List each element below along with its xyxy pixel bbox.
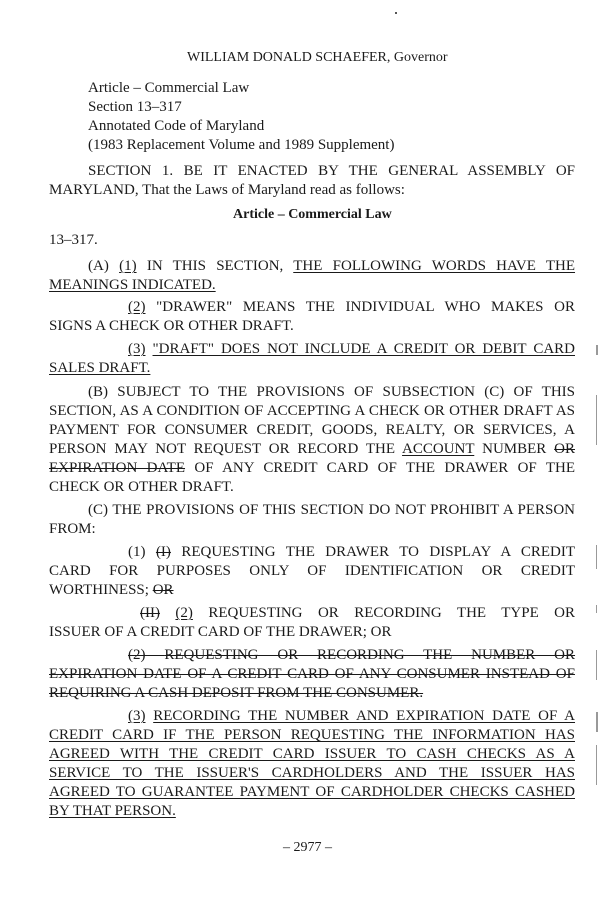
subsection-b-line-1: (B) SUBJECT TO THE PROVISIONS OF SUBSECTION (C) OF THIS — [88, 384, 575, 400]
subsection-a-item-2-line-1 — [128, 299, 575, 316]
margin-mark — [596, 745, 597, 785]
text: PERSON MAY NOT REQUEST OR RECORD THE — [49, 441, 396, 457]
reference-code: Annotated Code of Maryland — [88, 118, 265, 134]
item-number-new: (2) — [175, 605, 193, 621]
enacting-clause-line-1: SECTION 1. BE IT ENACTED BY THE GENERAL ASSEMBLY OF — [88, 163, 575, 179]
inserted-text: ACCOUNT — [402, 441, 475, 457]
item-text: WORTHINESS; — [49, 582, 149, 598]
reference-section: Section 13–317 — [88, 99, 182, 115]
subsection-c-item-3-line-5: AGREED TO GUARANTEE PAYMENT OF CARDHOLDER CHECKS CASHED — [49, 784, 575, 800]
subsection-b-line-2: SECTION, AS A CONDITION OF ACCEPTING A CHECK OR OTHER DRAFT AS — [49, 403, 575, 419]
governor-header: WILLIAM DONALD SCHAEFER, Governor — [187, 50, 448, 65]
subsection-a-item-3-line-1 — [128, 341, 575, 358]
margin-mark — [596, 395, 597, 445]
subsection-a-line-1 — [88, 258, 575, 275]
subsection-a-item-2-line-2: SIGNS A CHECK OR OTHER DRAFT. — [49, 318, 294, 334]
subsection-c-item-3-line-2: CREDIT CARD IF THE PERSON REQUESTING THE INFORMATION HAS — [49, 727, 575, 743]
item-number-new: (1) — [119, 258, 137, 274]
deleted-text: EXPIRATION DATE — [49, 460, 186, 476]
item-number-new: (2) — [128, 299, 146, 315]
item-text: REQUESTING OR RECORDING THE TYPE OR — [208, 605, 575, 621]
deleted-text: OR — [554, 441, 575, 457]
deleted-item-line-2: EXPIRATION DATE OF A CREDIT CARD OF ANY CONSUMER INSTEAD OF — [49, 666, 575, 682]
subsection-c-line-2: FROM: — [49, 521, 96, 537]
article-heading: Article – Commercial Law — [233, 207, 392, 222]
subsection-c-item-1-line-2: CARD FOR PURPOSES ONLY OF IDENTIFICATION OR CREDIT — [49, 563, 575, 579]
item-text: REQUESTING THE DRAWER TO DISPLAY A CREDIT — [181, 544, 576, 560]
subsection-c-item-3-line-1 — [128, 708, 575, 725]
subsection-c-item-1-line-3 — [49, 582, 174, 599]
subsection-b-line-3: PAYMENT FOR CONSUMER CREDIT, GOODS, REALTY, OR SERVICES, A — [49, 422, 575, 438]
inserted-text: "DRAFT" DOES NOT INCLUDE A CREDIT OR DEBIT CARD — [152, 341, 575, 357]
inserted-text: RECORDING THE NUMBER AND EXPIRATION DATE OF A — [153, 708, 576, 724]
deleted-item-line-1 — [128, 647, 575, 664]
subsection-b-line-6: CHECK OR OTHER DRAFT. — [49, 479, 234, 495]
deleted-text: REQUESTING OR RECORDING THE NUMBER OR — [164, 647, 576, 663]
page-number: – 2977 – — [283, 840, 332, 855]
margin-mark — [596, 545, 597, 569]
subsection-c-item-3-line-6: BY THAT PERSON. — [49, 803, 176, 819]
subsection-c-item-3-line-4: SERVICE TO THE ISSUER'S CARDHOLDERS AND THE ISSUER HAS — [49, 765, 575, 781]
subsection-b-line-5 — [49, 460, 575, 477]
subsection-c-item-2-line-2: ISSUER OF A CREDIT CARD OF THE DRAWER; OR — [49, 624, 392, 640]
reference-volume: (1983 Replacement Volume and 1989 Supplement) — [88, 137, 395, 153]
item-number-new: (3) — [128, 341, 146, 357]
deleted-item-number: (II) — [140, 605, 160, 621]
deleted-item-line-3: REQUIRING A CASH DEPOSIT FROM THE CONSUMER. — [49, 685, 424, 701]
enacting-clause-line-2: MARYLAND, That the Laws of Maryland read as follows: — [49, 182, 405, 198]
deleted-text: OR — [152, 582, 174, 598]
margin-mark — [596, 712, 598, 732]
margin-mark — [596, 605, 597, 613]
subsection-c-item-1-line-1 — [128, 544, 575, 561]
item-text: "DRAWER" MEANS THE INDIVIDUAL WHO MAKES OR — [156, 299, 575, 315]
inserted-text: MEANINGS INDICATED. — [49, 277, 216, 293]
scan-speck — [395, 12, 397, 14]
subsection-c-line-1: (C) THE PROVISIONS OF THIS SECTION DO NOT PROHIBIT A PERSON — [88, 502, 575, 518]
text: NUMBER — [482, 441, 547, 457]
deleted-item-number: (I) — [155, 544, 171, 560]
inserted-text: SALES DRAFT. — [49, 360, 151, 376]
subsection-c-item-2-line-1 — [140, 605, 575, 622]
inserted-text: THE FOLLOWING WORDS HAVE THE — [293, 258, 576, 274]
reference-article: Article – Commercial Law — [88, 80, 250, 96]
section-number: 13–317. — [49, 232, 98, 248]
item-number: (1) — [128, 544, 146, 560]
margin-mark — [596, 345, 598, 355]
item-number-new: (3) — [128, 708, 146, 724]
subsection-a-text: IN THIS SECTION, — [146, 258, 284, 274]
margin-mark — [596, 650, 597, 680]
deleted-item-number: (2) — [128, 647, 146, 663]
subsection-c-item-3-line-3: AGREED WITH THE CREDIT CARD ISSUER TO CASH CHECKS AS A — [49, 746, 575, 762]
subsection-b-line-4 — [49, 441, 575, 458]
text: OF ANY CREDIT CARD OF THE DRAWER OF THE — [194, 460, 575, 476]
subsection-a-label: (A) — [88, 258, 109, 274]
